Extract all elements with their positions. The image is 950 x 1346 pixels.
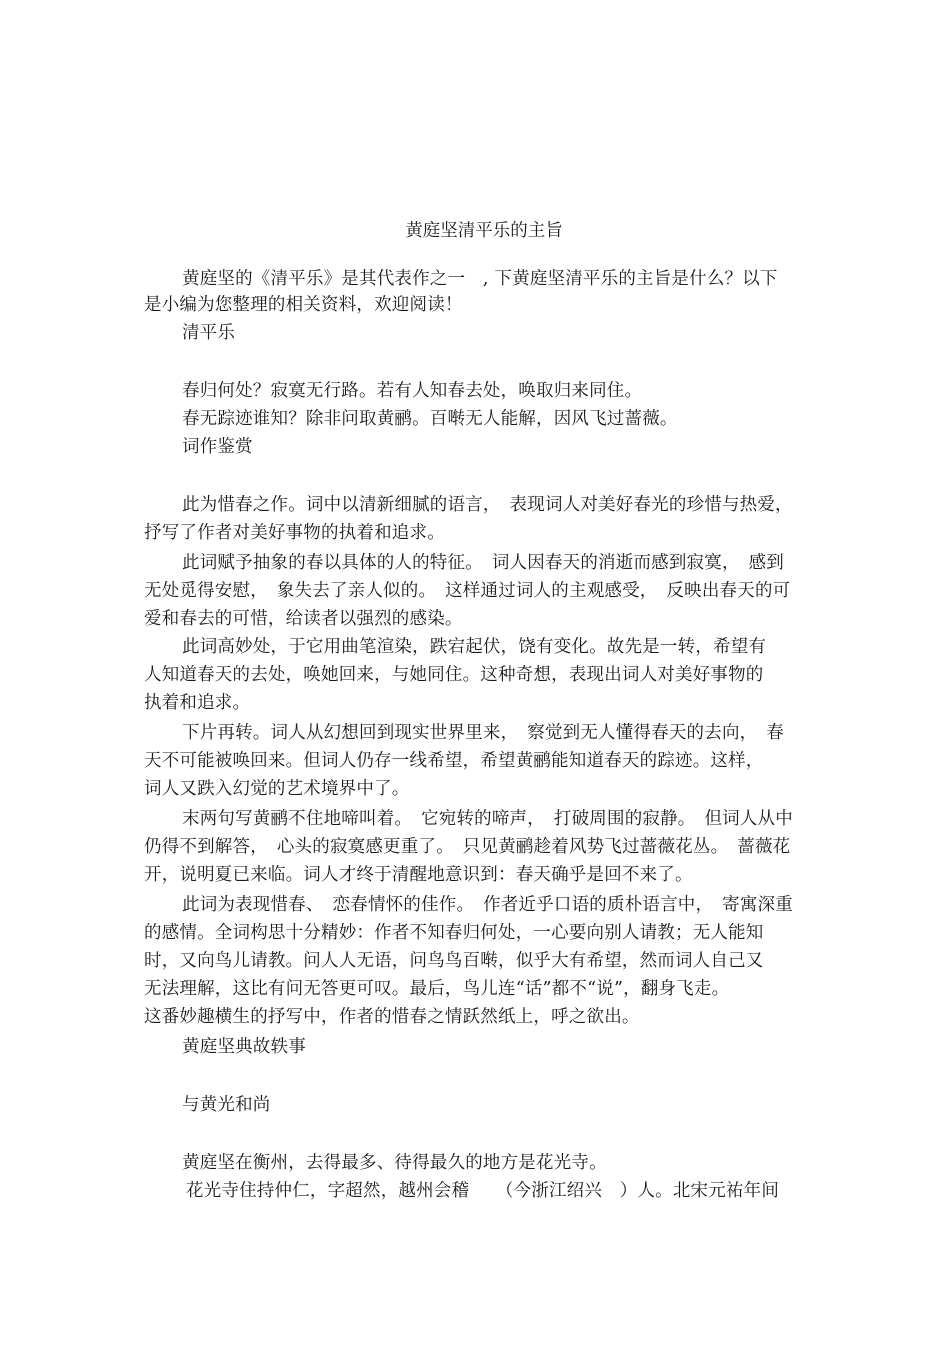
paragraph-line: 是小编为您整理的相关资料，欢迎阅读！: [144, 295, 463, 315]
paragraph-line: 无处觅得安慰， 象失去了亲人似的。 这样通过词人的主观感受， 反映出春天的可: [144, 581, 791, 601]
paragraph-line: 的感情。全词构思十分精妙：作者不知春归何处，一心要向别人请教；无人能知: [144, 923, 764, 943]
paragraph-line: 执着和追求。: [144, 693, 251, 713]
paragraph-line: 花光寺住持仲仁，字超然，越州会稽 （今浙江绍兴 ）人。北宋元祐年间: [186, 1181, 780, 1201]
paragraph-line: 无法理解，这比有问无答更可叹。最后，鸟儿连“话”都不“说”，翻身飞走。: [144, 979, 730, 999]
document-title: 黄庭坚清平乐的主旨: [405, 221, 563, 241]
paragraph-line: 此词为表现惜春、 恋春情怀的佳作。 作者近乎口语的质朴语言中， 寄寓深重: [182, 895, 793, 915]
section-heading: 黄庭坚典故轶事: [182, 1037, 306, 1057]
paragraph-line: 人知道春天的去处，唤她回来，与她同住。这种奇想，表现出词人对美好事物的: [144, 665, 764, 685]
paragraph-line: 词人又跌入幻觉的艺术境界中了。: [144, 779, 410, 799]
paragraph-line: 时，又向鸟儿请教。问人人无语，问鸟鸟百啭，似乎大有希望，然而词人自己又: [144, 951, 764, 971]
paragraph-line: 开，说明夏已来临。词人才终于清醒地意识到：春天确乎是回不来了。: [144, 865, 693, 885]
poem-line: 春归何处？寂寞无行路。若有人知春去处，唤取归来同住。: [182, 381, 643, 401]
paragraph-line: 此为惜春之作。词中以清新细腻的语言， 表现词人对美好春光的珍惜与热爱，: [182, 495, 793, 515]
paragraph-line: 仍得不到解答， 心头的寂寞感更重了。 只见黄鹂趁着风势飞过蔷薇花丛。 蔷薇花: [144, 837, 791, 857]
paragraph-line: 这番妙趣横生的抒写中，作者的惜春之情跃然纸上，呼之欲出。: [144, 1007, 640, 1027]
paragraph-line: 黄庭坚在衡州，去得最多、待得最久的地方是花光寺。: [182, 1153, 607, 1173]
section-heading: 与黄光和尚: [182, 1095, 271, 1115]
paragraph-line: 下片再转。词人从幻想回到现实世界里来， 察觉到无人懂得春天的去向， 春: [182, 723, 784, 743]
paragraph-line: 此词赋予抽象的春以具体的人的特征。 词人因春天的消逝而感到寂寞， 感到: [182, 553, 784, 573]
paragraph-line: 抒写了作者对美好事物的执着和追求。: [144, 523, 445, 543]
paragraph-line: 此词高妙处，于它用曲笔渲染，跌宕起伏，饶有变化。故先是一转，希望有: [182, 637, 767, 657]
paragraph-line: 天不可能被唤回来。但词人仍存一线希望，希望黄鹂能知道春天的踪迹。这样，: [144, 751, 764, 771]
poem-line: 春无踪迹谁知？除非问取黄鹂。百啭无人能解，因风飞过蔷薇。: [182, 409, 678, 429]
paragraph-line: 黄庭坚的《清平乐》是其代表作之一 , 下黄庭坚清平乐的主旨是什么？以下: [182, 269, 778, 289]
section-heading: 清平乐: [182, 323, 236, 343]
section-heading: 词作鉴赏: [182, 437, 253, 457]
paragraph-line: 末两句写黄鹂不住地啼叫着。 它宛转的啼声， 打破周围的寂静。 但词人从中: [182, 809, 793, 829]
paragraph-line: 爱和春去的可惜，给读者以强烈的感染。: [144, 609, 463, 629]
